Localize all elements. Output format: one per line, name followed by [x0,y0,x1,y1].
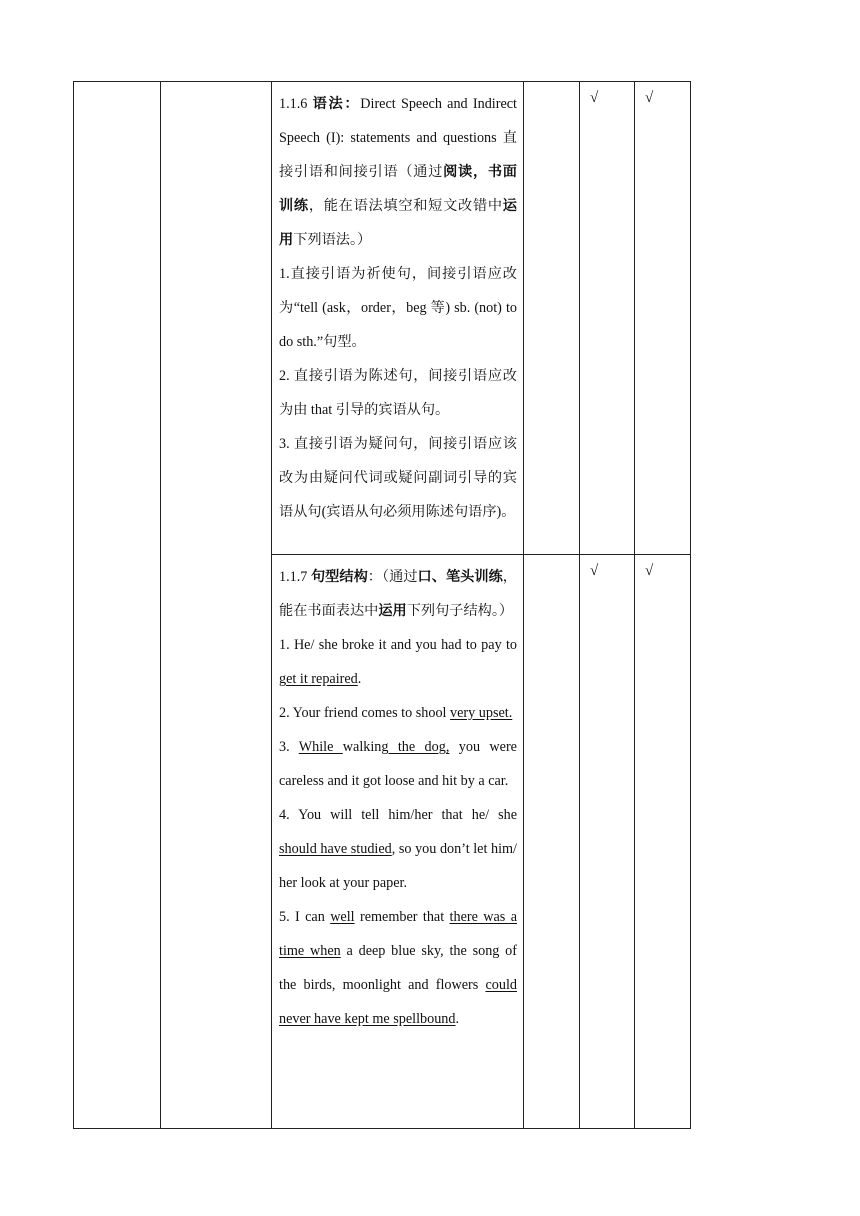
content-cell-sentence-structure [272,555,524,1129]
grammar-item-1: 1.直接引语为祈使句，间接引语应改为“tell (ask，order，beg 等) sb. (not) to do sth.”句型。 [279,266,517,350]
empty-cell-col4 [524,82,580,555]
grammar-item-2: 2. 直接引语为陈述句，间接引语应改为由 that 引导的宾语从句。 [279,368,517,418]
empty-cell-col4 [524,555,580,1129]
sentence-4: 4. You will tell him/her that he/ she should have studied, so you don’t let him/ her look at your paper. [279,807,517,891]
table-row [74,82,691,555]
content-cell-grammar [272,82,524,555]
check-cell [580,555,635,1129]
grammar-heading: 1.1.6 语法：Direct Speech and Indirect Speech (I): statements and questions 直接引语和间接引语（通过阅读，书面训练，能在语法填空和短文改错中运用下列语法。） [279,96,517,248]
check-mark: √ [645,563,654,579]
grammar-item-3: 3. 直接引语为疑问句，间接引语应该改为由疑问代词或疑问副词引导的宾语从句(宾语从句必须用陈述句语序)。 [279,436,517,520]
check-cell [635,555,691,1129]
structure-heading: 1.1.7 句型结构：（通过口、笔头训练，能在书面表达中运用下列句子结构。） [279,569,517,619]
curriculum-table [73,81,691,1129]
sentence-5: 5. I can well remember that there was a time when a deep blue sky, the song of the birds, moonlight and flowers could never have kept me spellbound. [279,909,517,1027]
empty-cell-col1 [74,82,161,1129]
check-mark: √ [645,90,654,106]
check-mark: √ [590,90,599,106]
sentence-3: 3. While walking the dog, you were careless and it got loose and hit by a car. [279,739,517,789]
sentence-2: 2. Your friend comes to shool very upset. [279,705,513,721]
check-cell [580,82,635,555]
empty-cell-col2 [161,82,272,1129]
sentence-1: 1. He/ she broke it and you had to pay to get it repaired. [279,637,517,687]
check-cell [635,82,691,555]
check-mark: √ [590,563,599,579]
